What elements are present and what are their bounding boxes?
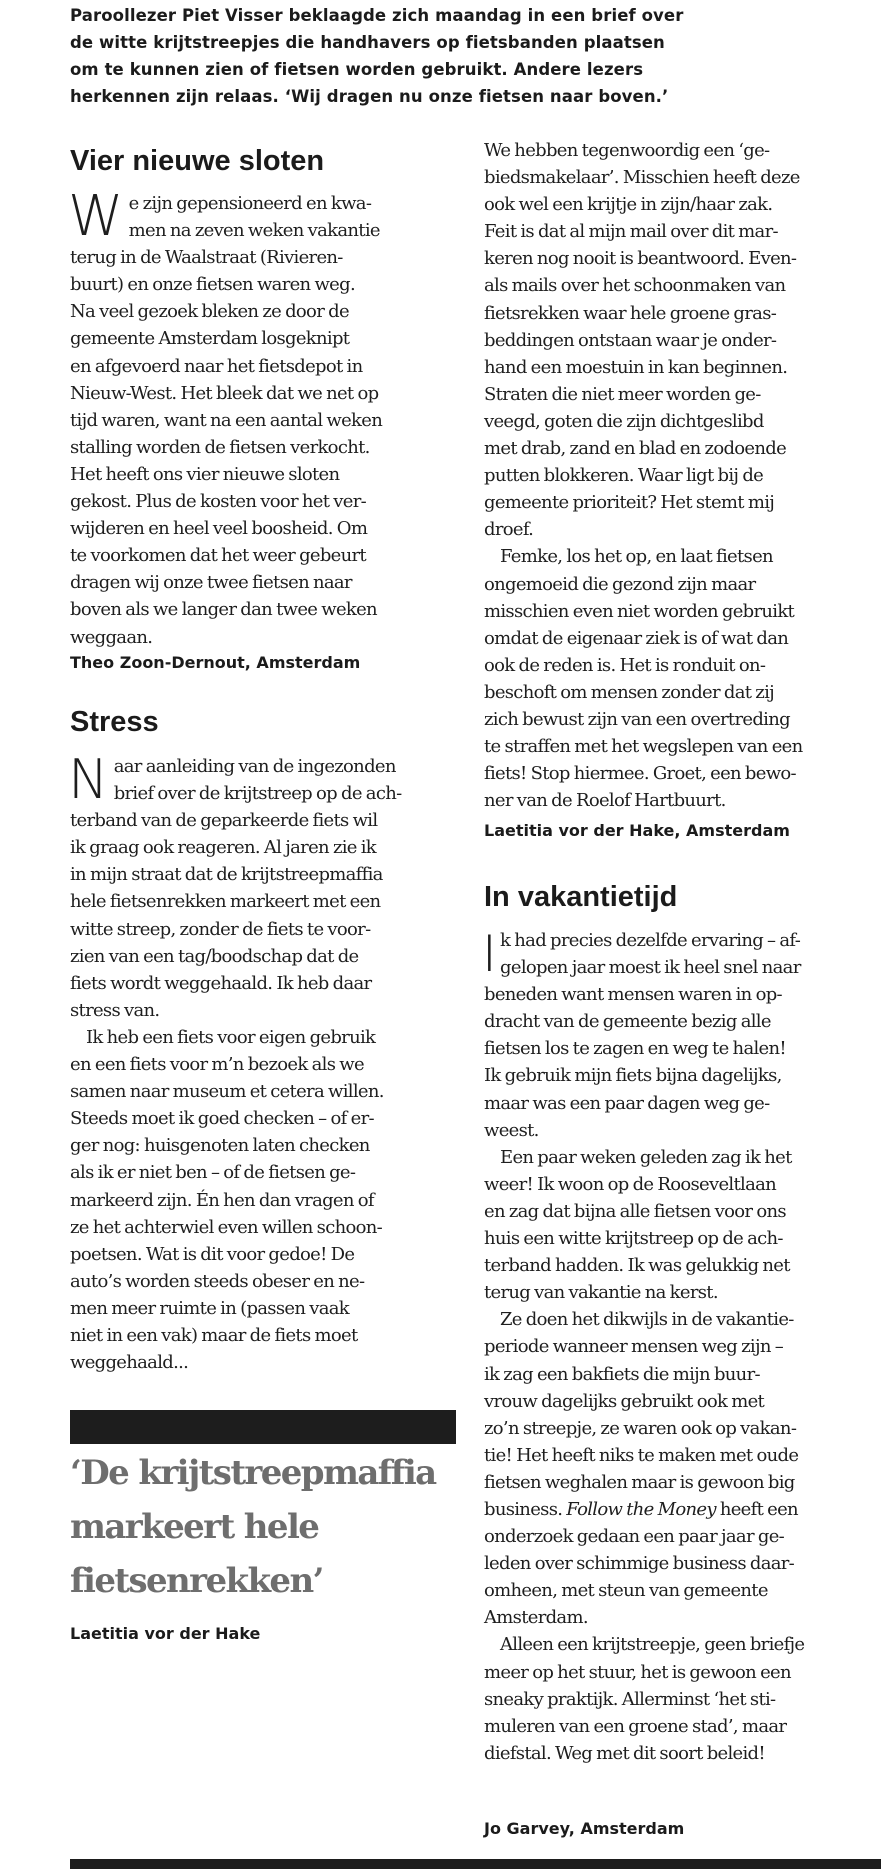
text-line: ze het achterwiel even willen schoon- [70,1216,383,1238]
letter-body-stress-continued [484,137,881,814]
pull-quote-line: ‘De krijtstreepmaffia [70,1453,436,1493]
pull-quote-line: fietsenrekken’ [70,1561,323,1601]
text-line: gelopen jaar moest ik heel snel naar [500,957,801,979]
text-line: te straffen met het wegslepen van een [484,736,803,758]
text-line: samen naar museum et cetera willen. [70,1081,384,1103]
text-line: weest. [484,1119,539,1141]
text-line [484,1496,881,1523]
text-line: Ze doen het dikwijls in de vakantie- [500,1309,794,1331]
text-line: Een paar weken geleden zag ik het [500,1146,792,1168]
text-line: zich bewust zijn van een overtreding [484,708,790,730]
text-line: putten blokkeren. Waar ligt bij de [484,465,764,487]
text-line: terband van de geparkeerde fiets wil [70,810,378,832]
text-line: zien van een tag/boodschap dat de [70,945,359,967]
text-line: ook de reden is. Het is ronduit on- [484,654,766,676]
text-line: Ik heb een fiets voor eigen gebruik [86,1026,376,1048]
text-line: Nieuw-West. Het bleek dat we net op [70,382,379,404]
text-line: beschoft om mensen zonder dat zij [484,681,775,703]
text-line: fietsen los te zagen en weg te halen! [484,1038,786,1060]
text-line: maar was een paar dagen weg ge- [484,1092,770,1114]
text-line: vrouw dagelijks gebruikt ook met [484,1390,765,1412]
text-line: stress van. [70,999,160,1021]
text-line: buurt) en onze fietsen waren weg. [70,274,355,296]
text-line: leden over schimmige business daar- [484,1553,795,1575]
intro-lead [70,4,770,112]
text-line: misschien even niet worden gebruikt [484,600,795,622]
pull-quote-line: markeert hele [70,1507,319,1547]
text-line: Het heeft ons vier nieuwe sloten [70,463,340,485]
text-line: Feit is dat al mijn mail over dit mar- [484,221,778,243]
text-line: omdat de eigenaar ziek is of wat dan [484,627,789,649]
letter-signature: Theo Zoon-Dernout, Amsterdam [70,653,361,672]
text-line: en afgevoerd naar het fietsdepot in [70,355,363,377]
lead-line: om te kunnen zien of fietsen worden gebruikt. Andere lezers [70,60,644,80]
text-line: men na zeven weken vakantie [128,220,380,242]
text-line: als mails over het schoonmaken van [484,275,786,297]
text-line: weggehaald... [70,1352,189,1374]
text-line: Femke, los het op, en laat fietsen [500,546,773,568]
text-line: droef. [484,519,534,541]
text-line: zo’n streepje, ze waren ook op vakan- [484,1417,797,1439]
text-line: niet in een vak) maar de fiets moet [70,1324,358,1346]
letter-body-vier-nieuwe-sloten [68,184,460,651]
text-line: ongemoeid die gezond zijn maar [484,573,756,595]
text-line: hele fietsenrekken markeert met een [70,891,381,913]
text-line: gemeente prioriteit? Het stemt mij [484,492,775,514]
text-line: k had precies dezelfde ervaring – af- [500,930,801,951]
text-line: en een fiets voor m’n bezoek als we [70,1054,364,1076]
letter-heading-vier-nieuwe-sloten: Vier nieuwe sloten [70,145,325,177]
text-line: boven als we langer dan twee weken [70,599,377,621]
pull-quote-bar [70,1410,456,1444]
text-line: terband hadden. Ik was gelukkig net [484,1255,790,1277]
text-fragment: heeft een [715,1498,798,1520]
text-line: fiets wordt weggehaald. Ik heb daar [70,972,372,994]
text-line: als ik er niet ben – of de fietsen ge- [70,1162,356,1184]
text-line: gekost. Plus de kosten voor het ver- [70,491,367,513]
text-line: en zag dat bijna alle fietsen voor ons [484,1200,786,1222]
text-line: aar aanleiding van de ingezonden [113,756,396,777]
text-line: veegd, goten die zijn dichtgeslibd [484,410,764,432]
text-line: sneaky praktijk. Allerminst ‘het sti- [484,1688,776,1710]
text-line: ook wel een krijtje in zijn/haar zak. [484,194,773,216]
letter-heading-stress: Stress [70,706,159,738]
text-line: fietsrekken waar hele groene gras- [484,302,777,324]
text-line: dracht van de gemeente bezig alle [484,1011,771,1033]
text-line: met drab, zand en blad en zodoende [484,438,787,460]
letter-heading-in-vakantietijd: In vakantietijd [484,881,678,913]
dropcap: I [482,925,497,983]
text-line: Na veel gezoek bleken ze door de [70,301,349,323]
text-line: ik zag een bakfiets die mijn buur- [484,1363,760,1385]
dropcap: W [68,184,123,249]
text-line: hand een moestuin in kan beginnen. [484,356,788,378]
text-line: Alleen een krijtstreepje, geen briefje [500,1634,805,1656]
text-line: ger nog: huisgenoten laten checken [70,1135,370,1157]
text-line: tijd waren, want na een aantal weken [70,409,383,431]
text-line: terug in de Waalstraat (Rivieren- [70,247,343,269]
letter-body-stress [68,748,460,1376]
publication-title: Follow the Money [566,1498,716,1520]
text-line: fietsen weghalen maar is gewoon big [484,1471,795,1493]
text-line: beddingen ontstaan waar je onder- [484,329,777,351]
text-line: Steeds moet ik goed checken – of er- [70,1108,374,1130]
text-line: huis een witte krijtstreep op de ach- [484,1228,783,1250]
text-line: e zijn gepensioneerd en kwa- [128,193,372,214]
text-line: weer! Ik woon op de Rooseveltlaan [484,1173,777,1195]
text-line: Ik gebruik mijn fiets bijna dagelijks, [484,1065,782,1087]
text-line: terug van vakantie na kerst. [484,1282,718,1304]
text-line: keren nog nooit is beantwoord. Even- [484,248,797,270]
text-line: biedsmakelaar’. Misschien heeft deze [484,167,800,189]
text-line: ner van de Roelof Hartbuurt. [484,790,726,812]
text-line: men meer ruimte in (passen vaak [70,1297,349,1319]
text-line: tie! Het heeft niks te maken met oude [484,1444,799,1466]
text-line: Straten die niet meer worden ge- [484,383,761,405]
text-line: te voorkomen dat het weer gebeurt [70,545,366,567]
text-line: fiets! Stop hiermee. Groet, een bewo- [484,763,796,785]
text-line: in mijn straat dat de krijtstreepmaffia [70,864,383,886]
text-line: meer op het stuur, het is gewoon een [484,1661,791,1683]
text-line: onderzoek gedaan een paar jaar ge- [484,1526,785,1548]
text-line: We hebben tegenwoordig een ‘ge- [484,140,770,161]
text-line: weggaan. [70,626,153,648]
lead-line: de witte krijtstreepjes die handhavers op fietsbanden plaatsen [70,33,665,53]
text-line: witte streep, zonder de fiets te voor- [70,918,371,940]
text-line: omheen, met steun van gemeente [484,1580,768,1602]
pull-quote [70,1446,470,1608]
text-line: beneden want mensen waren in op- [484,984,782,1006]
bottom-rule [70,1859,881,1869]
text-line: poetsen. Wat is dit voor gedoe! De [70,1243,355,1265]
lead-line: herkennen zijn relaas. ‘Wij dragen nu onze fietsen naar boven.’ [70,87,669,107]
text-line: wijderen en heel veel boosheid. Om [70,518,368,540]
dropcap: N [68,748,108,811]
text-line: gemeente Amsterdam losgeknipt [70,328,350,350]
text-line: brief over de krijtstreep op de ach- [113,783,402,805]
text-line: stalling worden de fietsen verkocht. [70,436,370,458]
text-line: periode wanneer mensen weg zijn – [484,1336,784,1358]
text-line: markeerd zijn. Én hen dan vragen of [70,1189,374,1211]
text-line: Amsterdam. [484,1607,588,1629]
text-line: diefstal. Weg met dit soort beleid! [484,1742,765,1764]
text-line: ik graag ook reageren. Al jaren zie ik [70,837,377,859]
pull-quote-attribution: Laetitia vor der Hake [70,1624,261,1643]
letter-body-in-vakantietijd [484,927,881,1767]
letter-signature: Laetitia vor der Hake, Amsterdam [484,821,790,840]
letter-signature: Jo Garvey, Amsterdam [484,1819,685,1838]
text-line: auto’s worden steeds obeser en ne- [70,1270,365,1292]
text-fragment: business. [484,1498,563,1520]
text-line: muleren van een groene stad’, maar [484,1715,787,1737]
text-line: dragen wij onze twee fietsen naar [70,572,352,594]
lead-line: Paroollezer Piet Visser beklaagde zich maandag in een brief over [70,6,684,25]
